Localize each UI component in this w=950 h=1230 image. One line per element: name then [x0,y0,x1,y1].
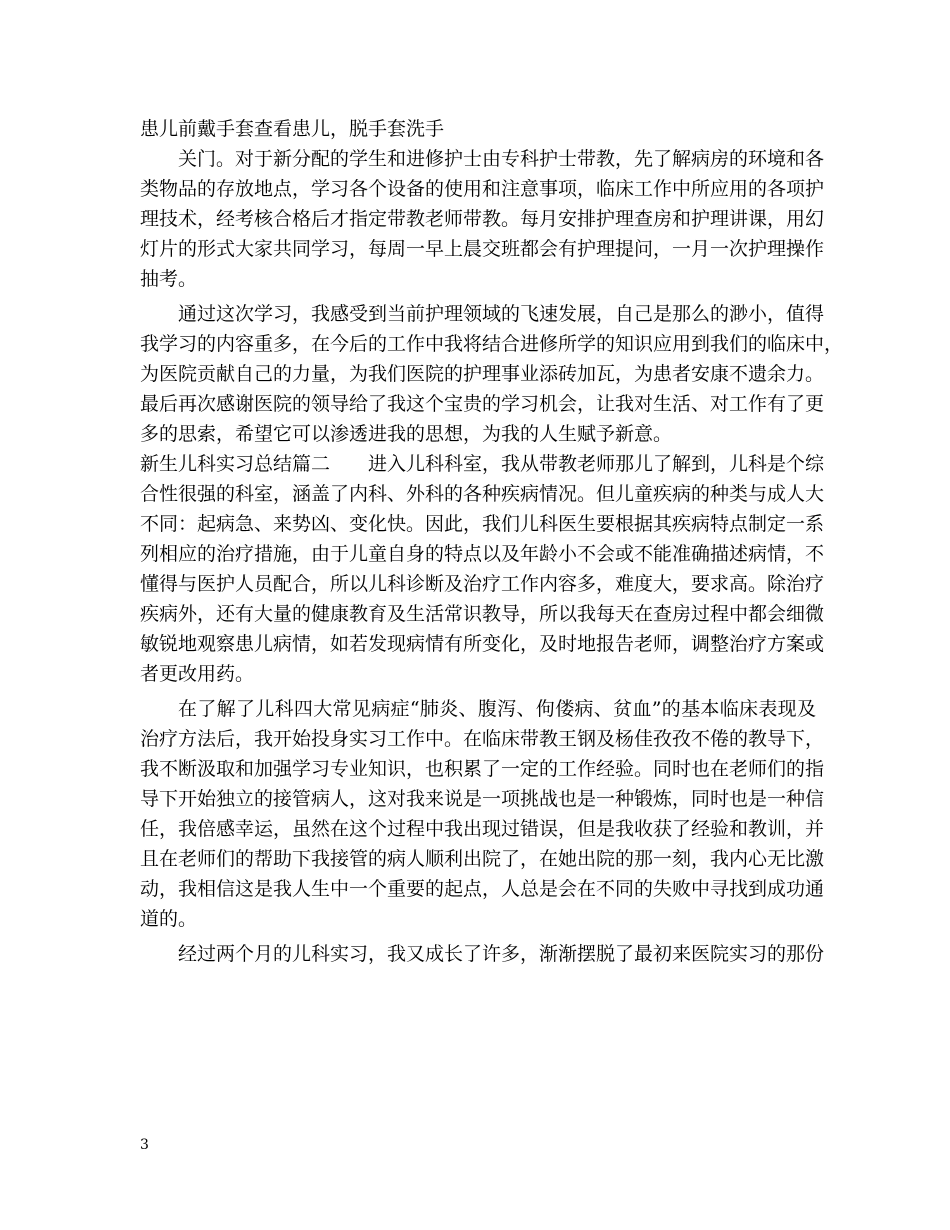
text-line: 灯片的形式大家共同学习，每周一早上晨交班都会有护理提问，一月一次护理操作 [140,238,825,260]
text-line: 合性很强的科室，涵盖了内科、外科的各种疾病情况。但儿童疾病的种类与成人大 [140,483,825,505]
text-line: 懂得与医护人员配合，所以儿科诊断及治疗工作内容多，难度大，要求高。除治疗 [140,573,825,595]
text-line: 不同：起病急、来势凶、变化快。因此，我们儿科医生要根据其疾病特点制定一系 [140,513,825,535]
text-line: 患儿前戴手套查看患儿，脱手套洗手 [140,118,445,140]
text-line: 在了解了儿科四大常见病症“肺炎、腹泻、佝偻病、贫血”的基本临床表现及 [178,698,816,720]
text-line: 道的。 [140,908,198,930]
text-line: 为医院贡献自己的力量，为我们医院的护理事业添砖加瓦，为患者安康不遗余力。 [140,363,825,385]
text-line: 理技术，经考核合格后才指定带教老师带教。每月安排护理查房和护理讲课，用幻 [140,208,825,230]
page-number: 3 [140,1137,149,1153]
text-line: 我学习的内容重多，在今后的工作中我将结合进修所学的知识应用到我们的临床中， [140,333,844,355]
text-line: 类物品的存放地点，学习各个设备的使用和注意事项，临床工作中所应用的各项护 [140,178,825,200]
text-line: 且在老师们的帮助下我接管的病人顺利出院了，在她出院的那一刻，我内心无比激 [140,848,825,870]
text-line: 经过两个月的儿科实习，我又成长了许多，渐渐摆脱了最初来医院实习的那份 [178,943,825,965]
text-line: 通过这次学习，我感受到当前护理领域的飞速发展，自己是那么的渺小，值得 [178,303,825,325]
text-line: 导下开始独立的接管病人，这对我来说是一项挑战也是一种锻炼，同时也是一种信 [140,788,825,810]
text-line: 列相应的治疗措施，由于儿童自身的特点以及年龄小不会或不能准确描述病情，不 [140,543,825,565]
text-line: 者更改用药。 [140,663,255,685]
text-line: 我不断汲取和加强学习专业知识，也积累了一定的工作经验。同时也在老师们的指 [140,758,825,780]
text-line: 动，我相信这是我人生中一个重要的起点，人总是会在不同的失败中寻找到成功通 [140,878,825,900]
text-line: 多的思索，希望它可以渗透进我的思想，为我的人生赋予新意。 [140,423,673,445]
section-heading-line: 新生儿科实习总结篇二 进入儿科科室，我从带教老师那儿了解到，儿科是个综 [140,453,825,475]
text-line: 最后再次感谢医院的领导给了我这个宝贵的学习机会，让我对生活、对工作有了更 [140,393,825,415]
text-line: 敏锐地观察患儿病情，如若发现病情有所变化，及时地报告老师，调整治疗方案或 [140,633,825,655]
text-line: 任，我倍感幸运，虽然在这个过程中我出现过错误，但是我收获了经验和教训，并 [140,818,825,840]
text-line: 关门。对于新分配的学生和进修护士由专科护士带教，先了解病房的环境和各 [178,148,825,170]
document-body [140,114,844,969]
text-line: 抽考。 [140,268,198,290]
text-line: 治疗方法后，我开始投身实习工作中。在临床带教王钢及杨佳孜孜不倦的教导下， [140,728,825,750]
text-line: 疾病外，还有大量的健康教育及生活常识教导，所以我每天在查房过程中都会细微 [140,603,825,625]
